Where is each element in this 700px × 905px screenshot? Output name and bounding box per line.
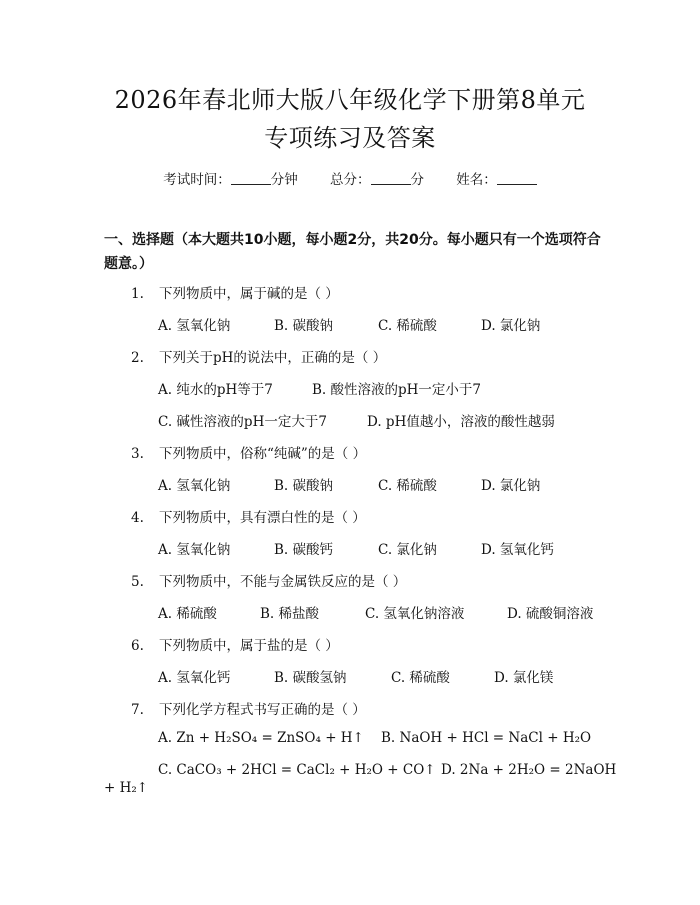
- exam-meta: [0, 168, 700, 188]
- option-b[interactable]: B. 碳酸钠: [274, 478, 334, 494]
- option-d[interactable]: D. 氯化钠: [481, 318, 541, 334]
- question-number: 6.: [131, 638, 144, 654]
- section-heading: 一、选择题（本大题共10小题，每小题2分，共20分。每小题只有一个选项符合题意。）: [104, 232, 601, 272]
- question-text: 下列物质中，具有漂白性的是（ ）: [159, 510, 366, 526]
- option-a[interactable]: A. 氢氧化钠: [158, 478, 231, 494]
- option-a[interactable]: A. 纯水的pH等于7: [158, 382, 273, 398]
- page-title: 2026年春北师大版八年级化学下册第8单元: [114, 86, 586, 114]
- option-c[interactable]: C. 稀硫酸: [391, 670, 450, 686]
- question-7: [131, 698, 366, 718]
- option-d[interactable]: D. 2Na + 2H₂O = 2NaOH: [441, 762, 617, 778]
- option-b[interactable]: B. 碳酸钙: [274, 542, 334, 558]
- question-text: 下列物质中，不能与金属铁反应的是（ ）: [159, 574, 407, 590]
- score-unit: 分: [410, 172, 424, 188]
- option-c[interactable]: C. 稀硫酸: [378, 478, 437, 494]
- option-d[interactable]: D. 氢氧化钙: [481, 542, 554, 558]
- option-a[interactable]: A. 氢氧化钠: [158, 318, 231, 334]
- question-number: 1.: [131, 286, 144, 302]
- option-c[interactable]: C. 氯化钠: [378, 542, 437, 558]
- name-blank[interactable]: [497, 172, 537, 185]
- option-a[interactable]: A. 稀硫酸: [158, 606, 217, 622]
- score-blank[interactable]: [371, 172, 411, 185]
- question-number: 5.: [131, 574, 144, 590]
- score-label: 总分：: [330, 172, 371, 188]
- option-a[interactable]: A. 氢氧化钙: [158, 670, 231, 686]
- question-text: 下列物质中，属于盐的是（ ）: [159, 638, 339, 654]
- option-d-continuation: + H₂↑: [104, 780, 149, 796]
- time-blank[interactable]: [231, 172, 271, 185]
- question-text: 下列关于pH的说法中，正确的是（ ）: [159, 350, 387, 366]
- question-2: [131, 346, 386, 366]
- option-c[interactable]: C. 氢氧化钠溶液: [365, 606, 465, 622]
- question-number: 4.: [131, 510, 144, 526]
- page-subtitle: 专项练习及答案: [264, 124, 436, 152]
- question-text: 下列物质中，俗称“纯碱”的是（ ）: [159, 446, 367, 462]
- question-number: 2.: [131, 350, 144, 366]
- question-1: [131, 282, 339, 302]
- option-d[interactable]: D. 硫酸铜溶液: [507, 606, 594, 622]
- time-label: 考试时间：: [163, 172, 231, 188]
- total-score: [330, 172, 424, 188]
- option-b[interactable]: B. 酸性溶液的pH一定小于7: [312, 382, 482, 398]
- option-b[interactable]: B. 稀盐酸: [260, 606, 320, 622]
- question-3: [131, 442, 366, 462]
- question-number: 7.: [131, 702, 144, 718]
- option-c[interactable]: C. 稀硫酸: [378, 318, 437, 334]
- question-5: [131, 570, 406, 590]
- question-4: [131, 506, 366, 526]
- question-number: 3.: [131, 446, 144, 462]
- option-a[interactable]: A. 氢氧化钠: [158, 542, 231, 558]
- option-d[interactable]: D. 氯化钠: [481, 478, 541, 494]
- option-b[interactable]: B. 碳酸钠: [274, 318, 334, 334]
- exam-time: [163, 172, 298, 188]
- option-a[interactable]: A. Zn + H₂SO₄ = ZnSO₄ + H↑: [158, 730, 364, 746]
- question-6: [131, 634, 339, 654]
- option-b[interactable]: B. NaOH + HCl = NaCl + H₂O: [381, 730, 592, 746]
- question-text: 下列物质中，属于碱的是（ ）: [159, 286, 339, 302]
- student-name: [456, 172, 537, 188]
- option-b[interactable]: B. 碳酸氢钠: [274, 670, 347, 686]
- option-c[interactable]: C. CaCO₃ + 2HCl = CaCl₂ + H₂O + CO↑: [158, 762, 436, 778]
- option-d[interactable]: D. pH值越小，溶液的酸性越弱: [367, 414, 555, 430]
- time-unit: 分钟: [270, 172, 298, 188]
- name-label: 姓名：: [456, 172, 497, 188]
- option-d[interactable]: D. 氯化镁: [494, 670, 554, 686]
- option-c[interactable]: C. 碱性溶液的pH一定大于7: [158, 414, 327, 430]
- question-text: 下列化学方程式书写正确的是（ ）: [159, 702, 366, 718]
